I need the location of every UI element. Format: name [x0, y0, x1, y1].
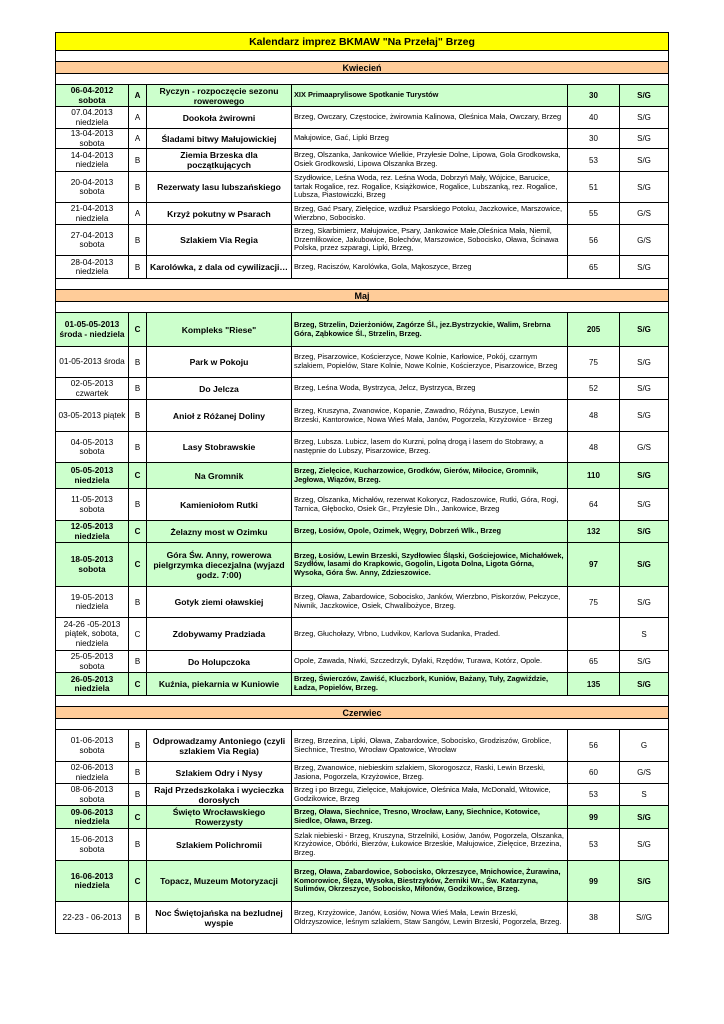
event-surface-type: G	[620, 730, 669, 762]
event-date: 04-05-2013 sobota	[56, 432, 129, 463]
event-category: B	[129, 829, 147, 861]
event-surface-type: S/G	[620, 806, 669, 829]
event-name: Święto Wrocławskiego Rowerzysty	[147, 806, 292, 829]
event-name: Karolówka, z dala od cywilizacji…	[147, 256, 292, 279]
month-header: Maj	[56, 290, 669, 302]
event-distance: 30	[568, 85, 620, 107]
spacer-cell	[56, 302, 669, 313]
event-row	[56, 107, 669, 129]
event-name: Kuźnia, piekarnia w Kuniowie	[147, 673, 292, 696]
event-category: B	[129, 730, 147, 762]
event-name: Odprowadzamy Antoniego (czyli szlakiem Via Regia)	[147, 730, 292, 762]
event-distance: 75	[568, 587, 620, 618]
event-category: B	[129, 149, 147, 172]
event-surface-type: S/G	[620, 521, 669, 543]
event-distance: 53	[568, 149, 620, 172]
event-row	[56, 762, 669, 784]
event-date: 11-05-2013 sobota	[56, 489, 129, 521]
event-surface-type: S	[620, 784, 669, 806]
event-category: B	[129, 784, 147, 806]
event-row	[56, 784, 669, 806]
event-surface-type: S/G	[620, 129, 669, 149]
spacer-cell	[56, 696, 669, 707]
event-category: A	[129, 129, 147, 149]
event-distance: 99	[568, 806, 620, 829]
event-surface-type: S/G	[620, 85, 669, 107]
event-row	[56, 463, 669, 489]
event-distance: 48	[568, 400, 620, 432]
month-header: Kwiecień	[56, 62, 669, 74]
event-row	[56, 313, 669, 347]
event-distance: 55	[568, 203, 620, 225]
event-name: Rezerwaty lasu lubszańskiego	[147, 172, 292, 203]
event-name: Szlakiem Via Regia	[147, 225, 292, 256]
month-header-row	[56, 707, 669, 719]
event-date: 26-05-2013 niedziela	[56, 673, 129, 696]
event-name: Zdobywamy Pradziada	[147, 618, 292, 651]
event-surface-type: S/G	[620, 313, 669, 347]
event-date: 15-06-2013 sobota	[56, 829, 129, 861]
event-category: B	[129, 651, 147, 673]
event-surface-type: S/G	[620, 829, 669, 861]
event-surface-type: S/G	[620, 673, 669, 696]
event-name: Do Holupczoka	[147, 651, 292, 673]
event-route: Brzeg, Pisarzowice, Kościerzyce, Nowe Kolnie, Karłowice, Pokój, czarnym szlakiem, Popielów, Stare Kolnie, Nowe Kolnie, Kościerzyce, Pisarzowice, Brzeg	[292, 347, 568, 378]
spacer-row	[56, 719, 669, 730]
event-name: Szlakiem Polichromii	[147, 829, 292, 861]
event-date: 09-06-2013 niedziela	[56, 806, 129, 829]
event-category: C	[129, 861, 147, 902]
sheet-title: Kalendarz imprez BKMAW "Na Przełaj" Brzeg	[56, 33, 669, 51]
event-date: 18-05-2013 sobota	[56, 543, 129, 587]
title-row	[56, 33, 669, 51]
event-row	[56, 651, 669, 673]
event-distance: 60	[568, 762, 620, 784]
event-route: Brzeg, Raciszów, Karolówka, Gola, Mąkoszyce, Brzeg	[292, 256, 568, 279]
event-surface-type: S/G	[620, 489, 669, 521]
event-name: Żelazny most w Ozimku	[147, 521, 292, 543]
event-route: Brzeg, Świerczów, Zawiść, Kluczbork, Kuniów, Bażany, Tuły, Zagwiździe, Ładza, Popielów, Brzeg.	[292, 673, 568, 696]
event-name: Anioł z Różanej Doliny	[147, 400, 292, 432]
event-surface-type: G/S	[620, 432, 669, 463]
event-distance: 205	[568, 313, 620, 347]
event-distance: 64	[568, 489, 620, 521]
event-category: B	[129, 172, 147, 203]
event-row	[56, 521, 669, 543]
event-surface-type: S/G	[620, 172, 669, 203]
event-surface-type: S/G	[620, 400, 669, 432]
event-surface-type: S/G	[620, 861, 669, 902]
event-surface-type: G/S	[620, 203, 669, 225]
event-route: Brzeg, Oława, Zabardowice, Sobocisko, Janków, Wierzbno, Piskorzów, Pełczyce, Niwnik, Jaczkowice, Osiek, Chwalibożyce, Brzeg.	[292, 587, 568, 618]
event-category: B	[129, 432, 147, 463]
event-route: Brzeg, Łosiów, Opole, Ozimek, Węgry, Dobrzeń Wlk., Brzeg	[292, 521, 568, 543]
month-header: Czerwiec	[56, 707, 669, 719]
event-route: Opole, Zawada, Niwki, Szczedrzyk, Dylaki, Rzędów, Turawa, Kotórz, Opole.	[292, 651, 568, 673]
event-route: Brzeg, Olszanka, Jankowice Wielkie, Przyłesie Dolne, Lipowa, Gola Grodkowska, Osiek Grodkowski, Lipowa Olszanka Brzeg.	[292, 149, 568, 172]
event-category: C	[129, 463, 147, 489]
event-row	[56, 129, 669, 149]
event-distance: 52	[568, 378, 620, 400]
event-row	[56, 730, 669, 762]
event-category: C	[129, 673, 147, 696]
event-route: Brzeg, Zwanowice, niebieskim szlakiem, Skorogoszcz, Raski, Lewin Brzeski, Jasiona, Pogorzela, Krzyżowice, Brzeg.	[292, 762, 568, 784]
event-category: B	[129, 762, 147, 784]
event-date: 03-05-2013 piątek	[56, 400, 129, 432]
event-date: 01-05-2013 środa	[56, 347, 129, 378]
event-row	[56, 806, 669, 829]
event-date: 16-06-2013 niedziela	[56, 861, 129, 902]
event-route: Brzeg, Olszanka, Michałów, rezerwat Kokorycz, Radoszowice, Rutki, Góra, Rogi, Tarnica, Głębocko, Osiek Gr., Przyłesie Dln., Jankowice, Brzeg	[292, 489, 568, 521]
event-date: 22-23 - 06-2013	[56, 902, 129, 934]
event-row	[56, 85, 669, 107]
event-surface-type: G/S	[620, 225, 669, 256]
event-route: Brzeg, Głuchołazy, Vrbno, Ludvikov, Karlova Sudanka, Praded.	[292, 618, 568, 651]
event-category: C	[129, 543, 147, 587]
event-name: Góra Św. Anny, rowerowa pielgrzymka diecezjalna (wyjazd godz. 7:00)	[147, 543, 292, 587]
event-route: Brzeg, Łosiów, Lewin Brzeski, Szydłowiec Śląski, Gościejowice, Michałówek, Szydłów, lasami do Krapkowic, Gogolin, Ligota Dolna, Ligota Górna, Wysoka, Góra Św. Anny, Zdzieszowice.	[292, 543, 568, 587]
event-category: B	[129, 378, 147, 400]
spacer-row	[56, 279, 669, 290]
event-date: 02-05-2013 czwartek	[56, 378, 129, 400]
event-date: 28-04-2013 niedziela	[56, 256, 129, 279]
event-distance: 56	[568, 225, 620, 256]
spacer-cell	[56, 719, 669, 730]
spacer-cell	[56, 279, 669, 290]
event-category: C	[129, 313, 147, 347]
event-name: Kompleks "Riese"	[147, 313, 292, 347]
event-surface-type: S/G	[620, 256, 669, 279]
spacer-cell	[56, 74, 669, 85]
event-category: B	[129, 489, 147, 521]
event-row	[56, 149, 669, 172]
spacer-row	[56, 51, 669, 62]
event-route: Brzeg, Oława, Siechnice, Tresno, Wrocław, Łany, Siechnice, Kotowice, Siedlce, Oława, Brzeg.	[292, 806, 568, 829]
event-row	[56, 618, 669, 651]
event-category: C	[129, 618, 147, 651]
event-distance: 75	[568, 347, 620, 378]
event-name: Noc Świętojańska na bezludnej wyspie	[147, 902, 292, 934]
event-route: Brzeg, Kruszyna, Zwanowice, Kopanie, Zawadno, Różyna, Buszyce, Lewin Brzeski, Kantorowice, Nowa Wieś Mała, Janów, Pogorzela, Krzyżowice - Brzeg	[292, 400, 568, 432]
event-category: B	[129, 902, 147, 934]
event-route: Małujowice, Gać, Lipki Brzeg	[292, 129, 568, 149]
event-date: 07.04.2013 niedziela	[56, 107, 129, 129]
event-category: C	[129, 806, 147, 829]
event-surface-type: S/G	[620, 347, 669, 378]
event-name: Lasy Stobrawskie	[147, 432, 292, 463]
event-row	[56, 432, 669, 463]
event-row	[56, 172, 669, 203]
event-route: Szlak niebieski - Brzeg, Kruszyna, Strzelniki, Łosiów, Janów, Pogorzela, Olszanka, Krzyżowice, Obórki, Bierzów, Łukowice Brzeskie, Małujowice, Zielęcice, Brzezina, Brzeg.	[292, 829, 568, 861]
month-header-row	[56, 62, 669, 74]
month-header-row	[56, 290, 669, 302]
event-row	[56, 902, 669, 934]
event-surface-type: S/G	[620, 587, 669, 618]
event-row	[56, 861, 669, 902]
event-distance: 51	[568, 172, 620, 203]
event-row	[56, 400, 669, 432]
event-distance: 30	[568, 129, 620, 149]
event-surface-type: S/G	[620, 378, 669, 400]
event-category: B	[129, 400, 147, 432]
event-name: Do Jelcza	[147, 378, 292, 400]
event-surface-type: S/G	[620, 107, 669, 129]
event-distance: 40	[568, 107, 620, 129]
event-route: Brzeg, Oława, Zabardowice, Sobocisko, Okrzeszyce, Mnichowice, Żurawina, Komorowice, Ślęza, Wysoka, Biestrzyków, Żerniki Wr., Św. Katarzyna, Sulimów, Okrzeszyce, Sobocisko, Miłonów, Godzikowice, Brzeg.	[292, 861, 568, 902]
event-surface-type: S/G	[620, 651, 669, 673]
event-row	[56, 673, 669, 696]
spacer-row	[56, 696, 669, 707]
event-date: 27-04-2013 sobota	[56, 225, 129, 256]
spacer-row	[56, 302, 669, 313]
event-calendar-sheet	[55, 32, 668, 934]
event-category: A	[129, 107, 147, 129]
event-date: 01-05-05-2013 środa - niedziela	[56, 313, 129, 347]
event-surface-type: S	[620, 618, 669, 651]
event-route: Szydłowice, Leśna Woda, rez. Leśna Woda, Dobrzyń Mały, Wójcice, Barucice, tartak Rogalice, rez. Rogalice, Książkowice, Rogalice, Lubszanką, rez. Rogalice, Lubsza, Piastowiczki, Brzeg	[292, 172, 568, 203]
event-row	[56, 378, 669, 400]
event-route: Brzeg, Leśna Woda, Bystrzyca, Jelcz, Bystrzyca, Brzeg	[292, 378, 568, 400]
event-distance: 38	[568, 902, 620, 934]
event-category: B	[129, 256, 147, 279]
event-date: 24-26 -05-2013 piątek, sobota, niedziela	[56, 618, 129, 651]
event-distance	[568, 618, 620, 651]
event-route: Brzeg, Lubsza. Lubicz, lasem do Kurzni, polną drogą i lasem do Stobrawy, a następnie do Lubszy, Pisarzowice, Brzeg.	[292, 432, 568, 463]
event-name: Ziemia Brzeska dla początkujących	[147, 149, 292, 172]
event-row	[56, 347, 669, 378]
event-name: Topacz, Muzeum Motoryzacji	[147, 861, 292, 902]
event-date: 06-04-2012 sobota	[56, 85, 129, 107]
event-category: A	[129, 203, 147, 225]
event-row	[56, 489, 669, 521]
event-surface-type: S//G	[620, 902, 669, 934]
event-row	[56, 543, 669, 587]
event-distance: 135	[568, 673, 620, 696]
event-distance: 110	[568, 463, 620, 489]
event-date: 19-05-2013 niedziela	[56, 587, 129, 618]
event-date: 12-05-2013 niedziela	[56, 521, 129, 543]
event-route: Brzeg, Owczary, Częstocice, żwirownia Kalinowa, Oleśnica Mała, Owczary, Brzeg	[292, 107, 568, 129]
event-distance: 48	[568, 432, 620, 463]
event-date: 08-06-2013 sobota	[56, 784, 129, 806]
event-date: 20-04-2013 sobota	[56, 172, 129, 203]
event-table	[55, 32, 669, 934]
event-date: 25-05-2013 sobota	[56, 651, 129, 673]
event-route: Brzeg, Skarbimierz, Małujowice, Psary, Jankowice Małe,Oleśnica Mała, Niemil, Drzemlikowice, Jakubowice, Bolechów, Marszowice, Sobocisko, Oława, Ścinawa Polska, przez szparagi, Lipki, Brzeg,	[292, 225, 568, 256]
event-distance: 65	[568, 256, 620, 279]
event-date: 05-05-2013 niedziela	[56, 463, 129, 489]
event-date: 13-04-2013 sobota	[56, 129, 129, 149]
event-name: Na Gromnik	[147, 463, 292, 489]
event-row	[56, 829, 669, 861]
event-name: Ryczyn - rozpoczęcie sezonu rowerowego	[147, 85, 292, 107]
event-row	[56, 225, 669, 256]
event-distance: 56	[568, 730, 620, 762]
event-surface-type: S/G	[620, 543, 669, 587]
event-route: Brzeg, Krzyżowice, Janów, Łosiów, Nowa Wieś Mała, Lewin Brzeski, Oldrzyszowice, leśnym szlakiem, Staw Sangów, Lewin Brzeski, Pogorzela, Brzeg.	[292, 902, 568, 934]
event-date: 02-06-2013 niedziela	[56, 762, 129, 784]
event-name: Śladami bitwy Małujowickiej	[147, 129, 292, 149]
event-category: B	[129, 587, 147, 618]
event-date: 14-04-2013 niedziela	[56, 149, 129, 172]
event-route: Brzeg i po Brzegu, Zielęcice, Małujowice, Oleśnica Mała, McDonald, Witowice, Godzikowice, Brzeg	[292, 784, 568, 806]
event-distance: 65	[568, 651, 620, 673]
event-distance: 53	[568, 829, 620, 861]
event-route: Brzeg, Brzezina, Lipki, Oława, Zabardowice, Sobocisko, Grodziszów, Groblice, Siechnice, Trestno, Wrocław Opatowice, Wrocław	[292, 730, 568, 762]
event-row	[56, 256, 669, 279]
spacer-row	[56, 74, 669, 85]
event-row	[56, 203, 669, 225]
event-name: Krzyż pokutny w Psarach	[147, 203, 292, 225]
event-row	[56, 587, 669, 618]
event-route: Brzeg, Gać Psary, Zielęcice, wzdłuż Psarskiego Potoku, Jaczkowice, Marszowice, Wierzbno, Sobocisko.	[292, 203, 568, 225]
event-category: C	[129, 521, 147, 543]
event-distance: 99	[568, 861, 620, 902]
event-route: Brzeg, Zielęcice, Kucharzowice, Grodków, Gierów, Miłocice, Gromnik, Jegłowa, Wiązów, Brzeg.	[292, 463, 568, 489]
event-category: B	[129, 347, 147, 378]
event-name: Rajd Przedszkolaka i wycieczka dorosłych	[147, 784, 292, 806]
event-date: 21-04-2013 niedziela	[56, 203, 129, 225]
event-route: XIX Primaaprylisowe Spotkanie Turystów	[292, 85, 568, 107]
event-route: Brzeg, Strzelin, Dzierżoniów, Zagórze Śl., jez.Bystrzyckie, Walim, Srebrna Góra, Ząbkowice Śl., Strzelin, Brzeg.	[292, 313, 568, 347]
spacer-cell	[56, 51, 669, 62]
event-name: Szlakiem Odry i Nysy	[147, 762, 292, 784]
event-distance: 53	[568, 784, 620, 806]
event-surface-type: G/S	[620, 762, 669, 784]
event-distance: 132	[568, 521, 620, 543]
event-name: Park w Pokoju	[147, 347, 292, 378]
event-name: Dookoła żwirowni	[147, 107, 292, 129]
event-name: Gotyk ziemi oławskiej	[147, 587, 292, 618]
event-category: B	[129, 225, 147, 256]
event-name: Kamieniołom Rutki	[147, 489, 292, 521]
event-date: 01-06-2013 sobota	[56, 730, 129, 762]
event-category: A	[129, 85, 147, 107]
event-surface-type: S/G	[620, 463, 669, 489]
event-surface-type: S/G	[620, 149, 669, 172]
event-distance: 97	[568, 543, 620, 587]
